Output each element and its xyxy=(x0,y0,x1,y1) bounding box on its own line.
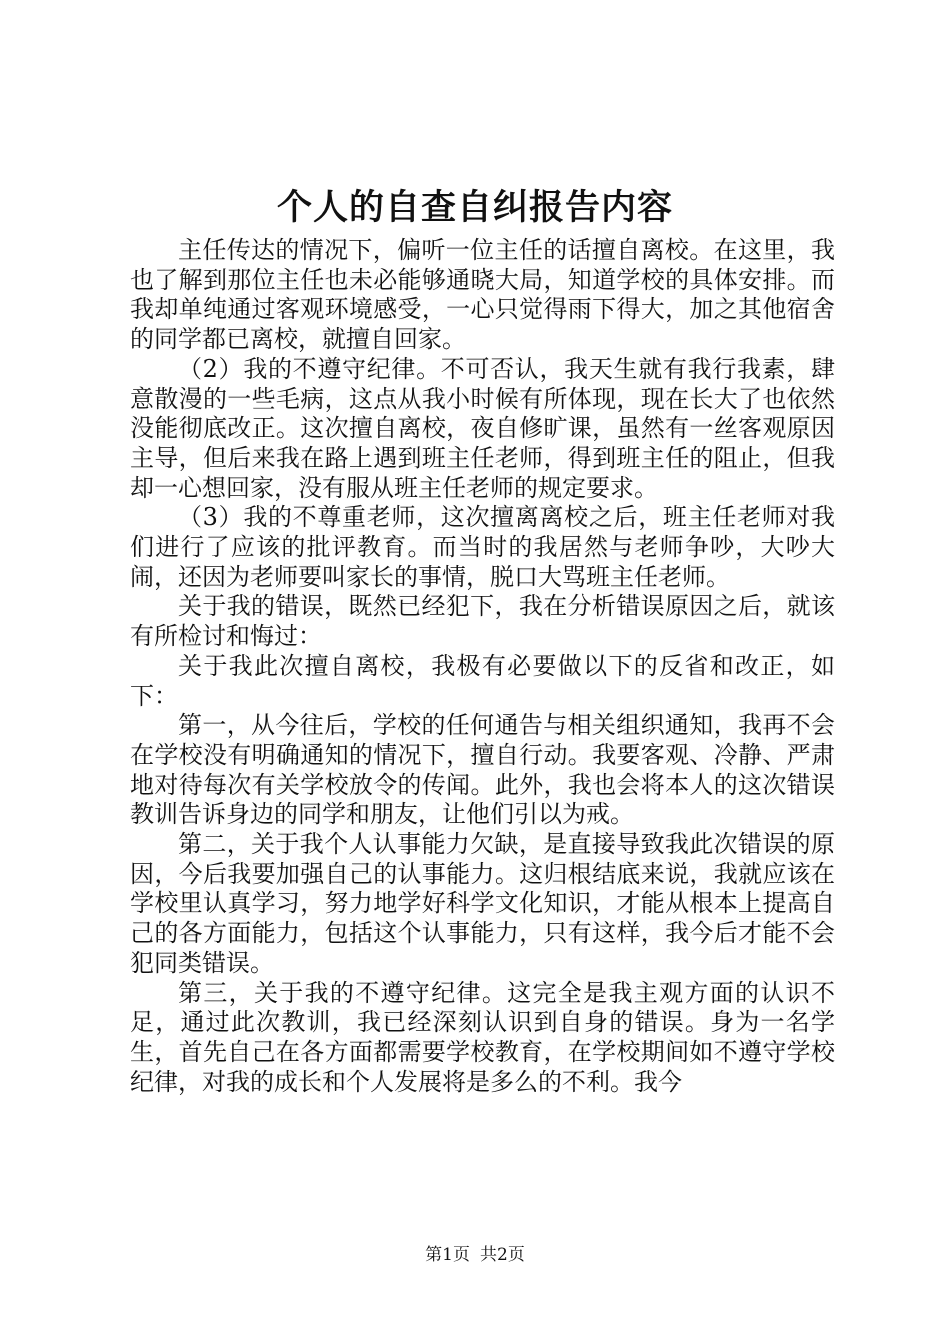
body-paragraph: 关于我此次擅自离校，我极有必要做以下的反省和改正，如下： xyxy=(130,651,835,710)
page-footer xyxy=(0,1244,950,1266)
body-paragraph: （2）我的不遵守纪律。不可否认，我天生就有我行我素，肆意散漫的一些毛病，这点从我小时候有所体现，现在长大了也依然没能彻底改正。这次擅自离校，夜自修旷课，虽然有一丝客观原因主导，但后来我在路上遇到班主任老师，得到班主任的阻止，但我却一心想回家，没有服从班主任老师的规定要求。 xyxy=(130,354,835,502)
body-paragraph: 第二，关于我个人认事能力欠缺，是直接导致我此次错误的原因，今后我要加强自己的认事能力。这归根结底来说，我就应该在学校里认真学习，努力地学好科学文化知识，才能从根本上提高自己的各方面能力，包括这个认事能力，只有这样，我今后才能不会犯同类错误。 xyxy=(130,830,835,977)
body-paragraph: （3）我的不尊重老师，这次擅离离校之后，班主任老师对我们进行了应该的批评教育。而当时的我居然与老师争吵，大吵大闹，还因为老师要叫家长的事情，脱口大骂班主任老师。 xyxy=(130,503,835,591)
body-paragraph: 第一，从今往后，学校的任何通告与相关组织通知，我再不会在学校没有明确通知的情况下，擅自行动。我要客观、冷静、严肃地对待每次有关学校放令的传闻。此外，我也会将本人的这次错误教训告诉身边的同学和朋友，让他们引以为戒。 xyxy=(130,711,835,829)
page-total: 共2页 xyxy=(480,1245,525,1265)
body-paragraph: 主任传达的情况下，偏听一位主任的话擅自离校。在这里，我也了解到那位主任也未必能够通晓大局，知道学校的具体安排。而我却单纯通过客观环境感受，一心只觉得雨下得大，加之其他宿舍的同学都已离校，就擅自回家。 xyxy=(130,236,835,354)
page-number: 第1页 xyxy=(425,1245,470,1265)
document-title: 个人的自查自纠报告内容 xyxy=(276,187,673,228)
body-paragraph: 关于我的错误，既然已经犯下，我在分析错误原因之后，就该有所检讨和悔过： xyxy=(130,592,835,651)
document-body xyxy=(130,236,835,1097)
body-paragraph: 第三，关于我的不遵守纪律。这完全是我主观方面的认识不足，通过此次教训，我已经深刻认识到自身的错误。身为一名学生，首先自己在各方面都需要学校教育，在学校期间如不遵守学校纪律，对我的成长和个人发展将是多么的不利。我今 xyxy=(130,978,835,1096)
